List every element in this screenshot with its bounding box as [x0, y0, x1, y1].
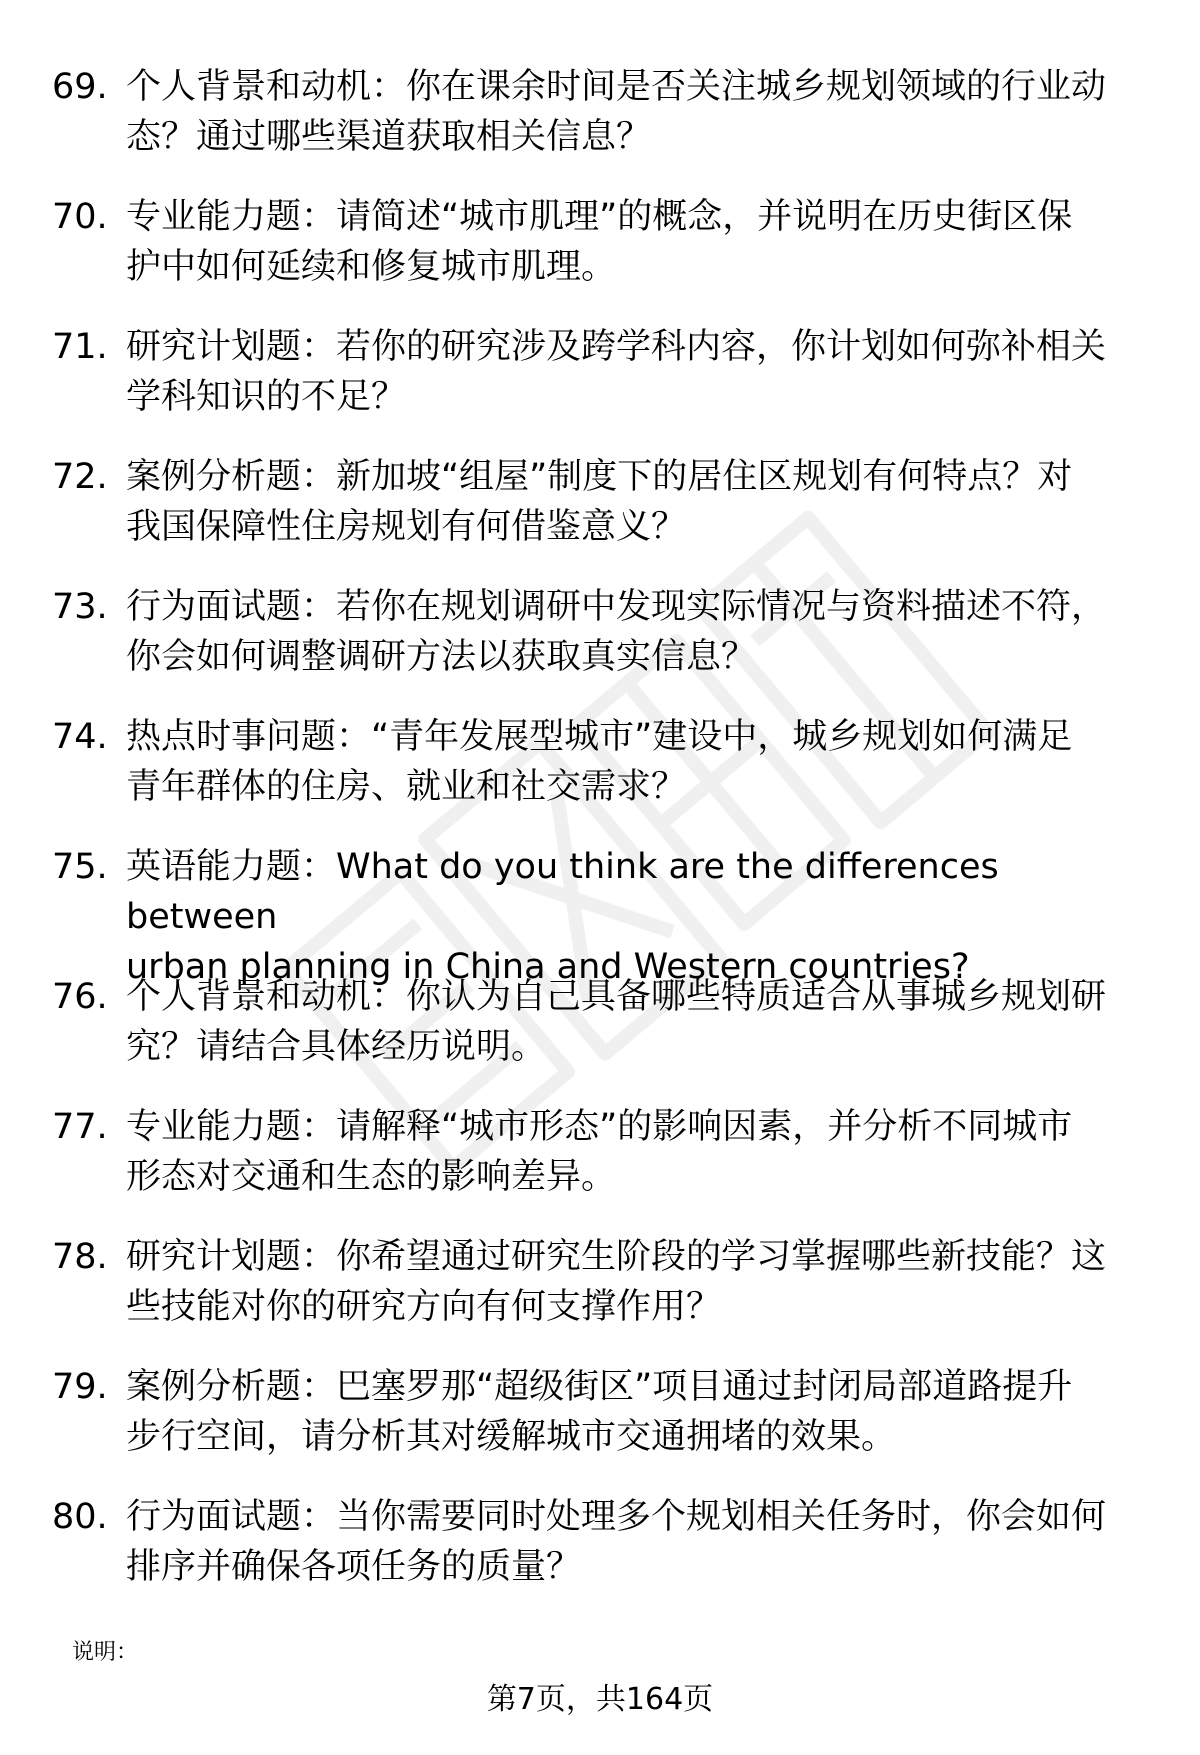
question-text: 英语能力题：What do you think are the differences between urban planning in China and Western countries? [126, 847, 999, 987]
note-label: 说明： [72, 1640, 139, 1665]
question-item [0, 972, 1200, 1072]
question-item [0, 1362, 1200, 1462]
question-list [0, 62, 1200, 1622]
question-number: 69. [52, 67, 108, 107]
question-item [0, 452, 1200, 552]
question-number: 73. [52, 587, 108, 627]
question-number: 79. [52, 1367, 108, 1407]
question-item [0, 1492, 1200, 1592]
question-text: 专业能力题：请解释“城市形态”的影响因素，并分析不同城市 形态对交通和生态的影响差异。 [126, 1107, 1073, 1197]
question-item [0, 582, 1200, 682]
question-item [0, 842, 1200, 987]
question-number: 78. [52, 1237, 108, 1277]
question-item [0, 62, 1200, 162]
question-text: 案例分析题：新加坡“组屋”制度下的居住区规划有何特点？对 我国保障性住房规划有何借鉴意义？ [126, 457, 1073, 547]
question-item [0, 712, 1200, 812]
question-number: 77. [52, 1107, 108, 1147]
question-item [0, 192, 1200, 292]
question-number: 70. [52, 197, 108, 237]
question-text: 热点时事问题：“青年发展型城市”建设中，城乡规划如何满足 青年群体的住房、就业和社交需求？ [126, 717, 1073, 807]
question-text: 个人背景和动机：你认为自己具备哪些特质适合从事城乡规划研 究？请结合具体经历说明。 [126, 977, 1107, 1067]
question-item [0, 1232, 1200, 1332]
question-number: 71. [52, 327, 108, 367]
page-number-footer: 第7页，共164页 [486, 1682, 714, 1717]
question-item [0, 1102, 1200, 1202]
question-text: 行为面试题：若你在规划调研中发现实际情况与资料描述不符， 你会如何调整调研方法以获取真实信息？ [126, 587, 1107, 677]
question-text: 案例分析题：巴塞罗那“超级街区”项目通过封闭局部道路提升 步行空间，请分析其对缓解城市交通拥堵的效果。 [126, 1367, 1073, 1457]
question-number: 76. [52, 977, 108, 1017]
question-number: 74. [52, 717, 108, 757]
question-number: 80. [52, 1497, 108, 1537]
question-number: 72. [52, 457, 108, 497]
question-text: 个人背景和动机：你在课余时间是否关注城乡规划领域的行业动 态？通过哪些渠道获取相关信息？ [126, 67, 1107, 157]
question-item [0, 322, 1200, 422]
question-text: 研究计划题：若你的研究涉及跨学科内容，你计划如何弥补相关 学科知识的不足？ [126, 327, 1107, 417]
question-text: 行为面试题：当你需要同时处理多个规划相关任务时，你会如何 排序并确保各项任务的质量？ [126, 1497, 1107, 1587]
question-text: 专业能力题：请简述“城市肌理”的概念，并说明在历史街区保 护中如何延续和修复城市肌理。 [126, 197, 1073, 287]
question-text: 研究计划题：你希望通过研究生阶段的学习掌握哪些新技能？这 些技能对你的研究方向有何支撑作用？ [126, 1237, 1107, 1327]
question-number: 75. [52, 847, 108, 887]
